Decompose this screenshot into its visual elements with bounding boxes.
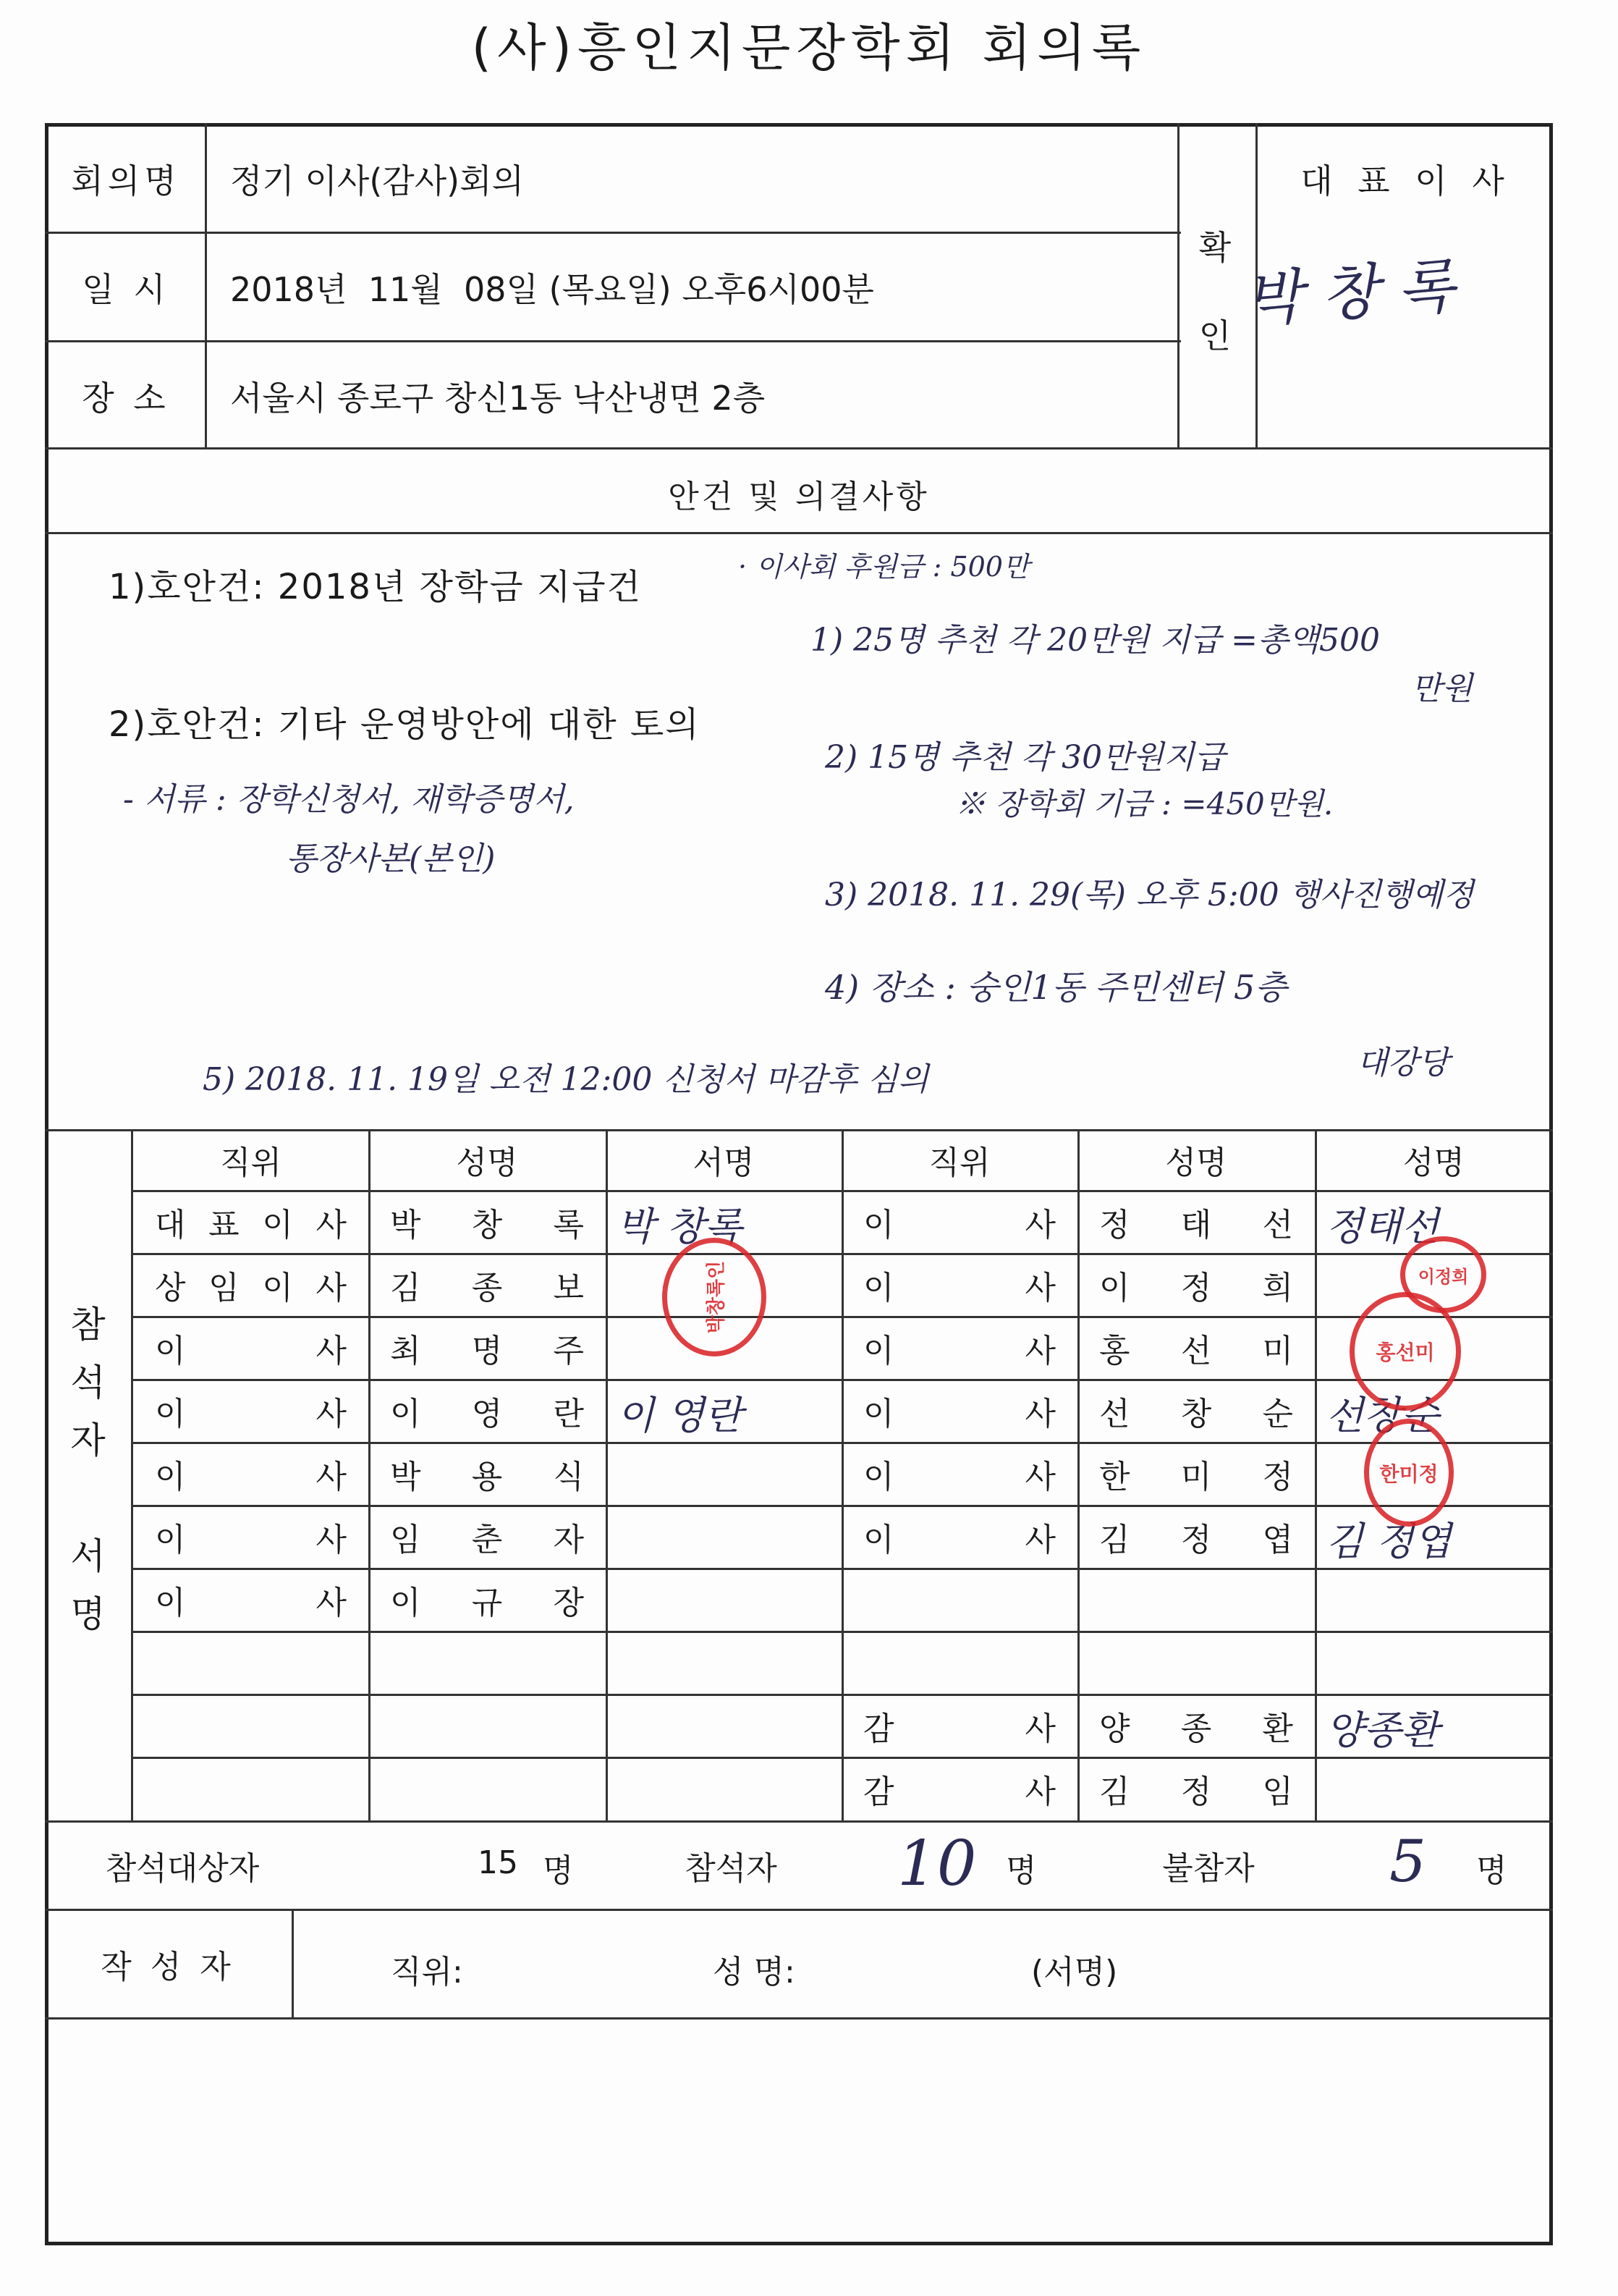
attendee-position: 이 사 — [863, 1206, 1056, 1244]
column-header-name: 성명 — [1165, 1144, 1227, 1181]
attendance-table — [45, 1129, 1553, 1820]
attendee-position: 이 사 — [155, 1521, 347, 1558]
attendee-signature: 선창순 — [1326, 1393, 1439, 1438]
unit-label: 명 — [1476, 1852, 1507, 1889]
attendee-position — [842, 1568, 1077, 1631]
attendee-position: 대 표 이 사 — [155, 1206, 347, 1244]
unit-label: 명 — [543, 1852, 574, 1889]
handwritten-note: 1) 25명 추천 각 20만원 지급 =총액500 — [810, 622, 1380, 659]
handwritten-note: 3) 2018. 11. 29(목) 오후 5:00 행사진행예정 — [825, 877, 1474, 913]
attendee-position: 이 사 — [155, 1584, 347, 1621]
attendee-name: 박 용 식 — [390, 1458, 584, 1495]
column-header-position: 직위 — [219, 1144, 281, 1181]
absent-count-label: 불참자 — [1162, 1850, 1255, 1887]
attendee-name: 박 창 록 — [390, 1206, 584, 1244]
confirm-label-top: 확 — [1198, 228, 1236, 267]
divider — [45, 2017, 1553, 2019]
divider — [45, 232, 1181, 234]
attendee-name: 김 정 임 — [1099, 1773, 1293, 1810]
absent-count: 5 — [1389, 1828, 1426, 1895]
divider — [45, 340, 1181, 342]
handwritten-note: 만원 — [1411, 670, 1473, 707]
attendee-name: 최 명 주 — [390, 1332, 584, 1369]
unit-label: 명 — [1006, 1852, 1037, 1889]
attendee-name — [368, 1757, 606, 1820]
attendee-name: 김 정 엽 — [1099, 1521, 1293, 1558]
attendee-position: 상 임 이 사 — [155, 1269, 347, 1307]
place-value: 서울시 종로구 창신1동 낙산냉면 2층 — [230, 379, 766, 418]
divider — [292, 1909, 294, 2017]
attendee-name — [368, 1631, 606, 1694]
handwritten-note: ※ 장학회 기금 : =450만원. — [955, 786, 1334, 822]
attendee-name — [1077, 1631, 1315, 1694]
attendee-signature: 정태선 — [1326, 1204, 1439, 1249]
attendee-name: 이 정 희 — [1099, 1269, 1293, 1307]
red-seal-stamp: 한미정 — [1364, 1419, 1454, 1527]
attendee-name — [1077, 1568, 1315, 1631]
attendee-signature: 이 영란 — [617, 1393, 742, 1438]
writer-position-label: 직위: — [391, 1954, 463, 1991]
meeting-name-value: 정기 이사(감사)회의 — [230, 161, 525, 201]
attendee-name: 홍 선 미 — [1099, 1332, 1293, 1369]
document-title: (사)흥인지문장학회 회의록 — [471, 18, 1147, 77]
writer-name-label: 성 명: — [713, 1954, 795, 1991]
red-seal-stamp: 이정희 — [1400, 1236, 1486, 1313]
agenda-heading: 안건 및 의결사항 — [668, 478, 930, 515]
attendee-name: 김 종 보 — [390, 1269, 584, 1307]
attendee-name: 한 미 정 — [1099, 1458, 1293, 1495]
column-header-signature: 서명 — [692, 1144, 755, 1181]
representative-signature: 박 창 록 — [1242, 251, 1457, 335]
handwritten-note: - 서류 : 장학신청서, 재학증명서, — [123, 781, 575, 818]
attendee-name: 이 규 장 — [390, 1584, 584, 1621]
attendee-position — [133, 1694, 368, 1757]
attendee-name: 이 영 란 — [390, 1395, 584, 1432]
datetime-label: 일 시 — [82, 270, 170, 309]
handwritten-note: 2) 15명 추천 각 30만원지급 — [825, 739, 1226, 776]
attendee-position: 이 사 — [863, 1458, 1056, 1495]
agenda-item-2: 2)호안건: 기타 운영방안에 대한 토의 — [109, 704, 700, 745]
attendee-position: 감 사 — [863, 1773, 1056, 1810]
attendee-name: 임 춘 자 — [390, 1521, 584, 1558]
attendee-signature: 김 정엽 — [1326, 1519, 1452, 1564]
divider — [45, 447, 1553, 450]
target-count-label: 참석대상자 — [105, 1850, 260, 1887]
attendee-position — [133, 1631, 368, 1694]
attendee-side-label: 참 석 자 서 명 — [70, 1304, 106, 1635]
representative-label: 대 표 이 사 — [1300, 161, 1512, 201]
attendee-position: 감 사 — [863, 1710, 1056, 1747]
divider — [45, 532, 1553, 534]
handwritten-note: 5) 2018. 11. 19일 오전 12:00 신청서 마감후 심의 — [203, 1061, 929, 1098]
attendee-position: 이 사 — [863, 1395, 1056, 1432]
attendee-name: 선 창 순 — [1099, 1395, 1293, 1432]
place-label: 장 소 — [82, 379, 170, 418]
column-header-name: 성명 — [1402, 1144, 1465, 1181]
datetime-value: 2018년 11월 08일 (목요일) 오후6시00분 — [230, 270, 874, 309]
divider — [1177, 123, 1179, 449]
attendee-signature: 박 창록 — [617, 1204, 742, 1249]
attendee-position — [133, 1757, 368, 1820]
red-seal-stamp: 홍선미 — [1350, 1292, 1461, 1411]
attendee-position: 이 사 — [155, 1395, 347, 1432]
attendee-signature: 양종환 — [1326, 1708, 1439, 1753]
attendee-name: 양 종 환 — [1099, 1710, 1293, 1747]
attendee-position — [842, 1631, 1077, 1694]
attendee-name: 정 태 선 — [1099, 1206, 1293, 1244]
handwritten-note: 통장사본(본인) — [286, 840, 496, 877]
attendee-position: 이 사 — [155, 1332, 347, 1369]
divider — [205, 123, 207, 449]
attendee-position: 이 사 — [863, 1269, 1056, 1307]
present-count: 10 — [897, 1828, 977, 1900]
attendee-position: 이 사 — [863, 1521, 1056, 1558]
handwritten-note: · 이사회 후원금 : 500만 — [738, 551, 1030, 583]
handwritten-note: 대강당 — [1357, 1044, 1449, 1081]
red-seal-stamp: 박창록인 — [662, 1238, 766, 1356]
attendee-position: 이 사 — [863, 1332, 1056, 1369]
attendee-name — [368, 1694, 606, 1757]
confirm-label-bottom: 인 — [1198, 316, 1236, 355]
attendee-position: 이 사 — [155, 1458, 347, 1495]
writer-signature-label: (서명) — [1031, 1954, 1118, 1991]
writer-label: 작 성 자 — [101, 1949, 235, 1985]
column-header-position: 직위 — [928, 1144, 991, 1181]
agenda-item-1: 1)호안건: 2018년 장학금 지급건 — [109, 567, 643, 607]
meeting-name-label: 회의명 — [71, 161, 181, 201]
present-count-label: 참석자 — [685, 1850, 777, 1887]
handwritten-note: 4) 장소 : 숭인1동 주민센터 5층 — [825, 968, 1287, 1007]
target-count: 15 — [478, 1844, 518, 1881]
column-header-name: 성명 — [456, 1144, 518, 1181]
